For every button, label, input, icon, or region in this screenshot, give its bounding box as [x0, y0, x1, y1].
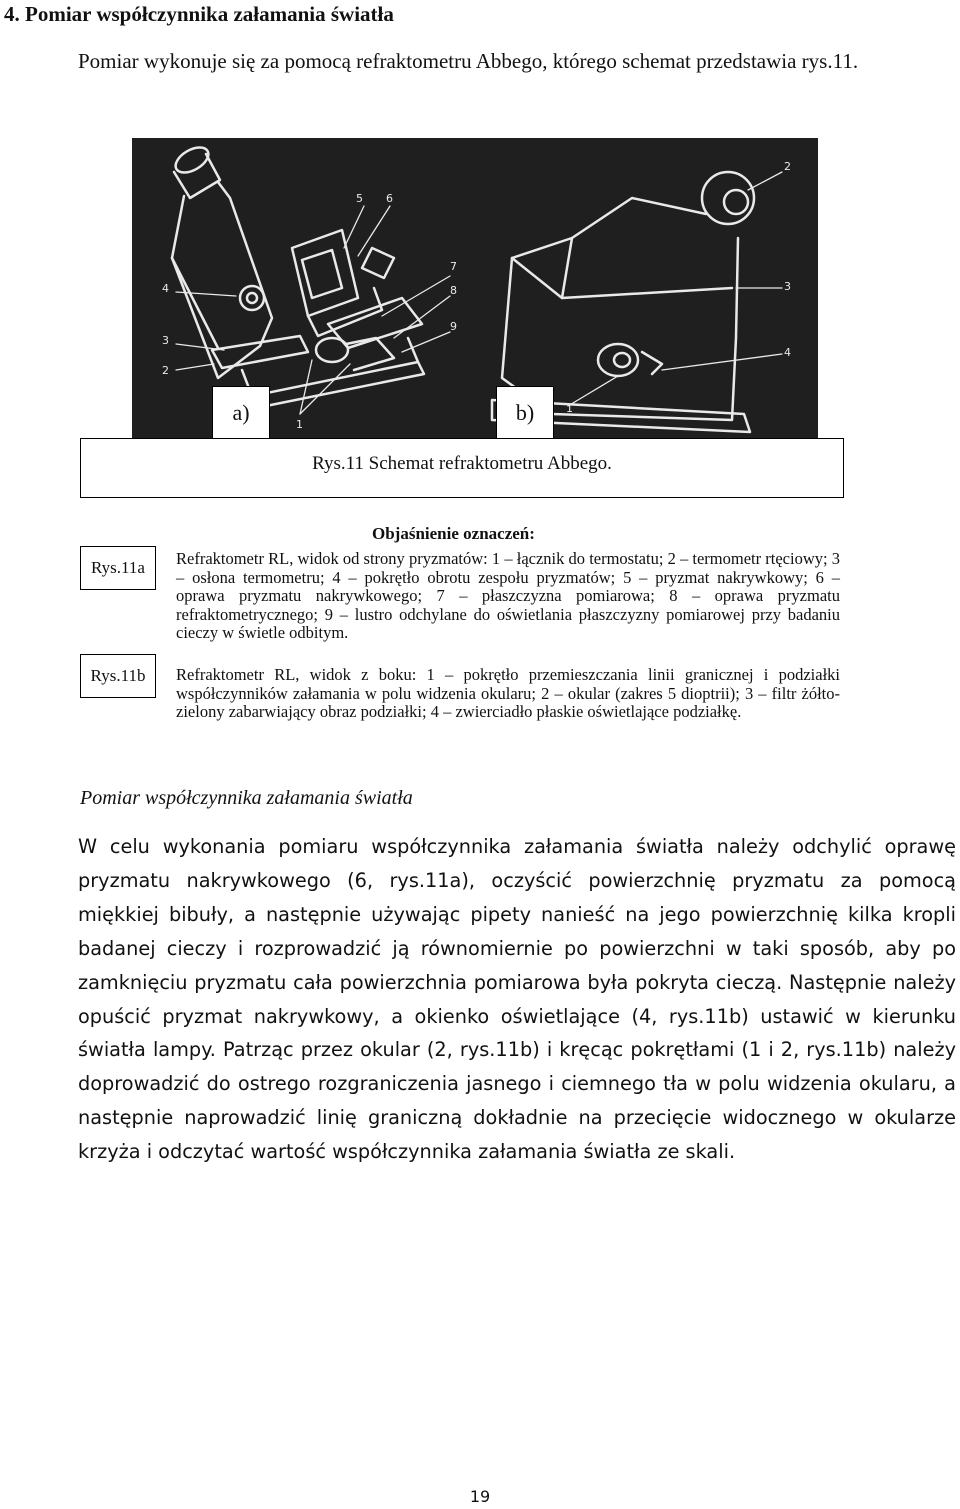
- section-title: Pomiar współczynnika załamania światła: [80, 787, 413, 809]
- legend-label-11a: Rys.11a: [80, 546, 156, 590]
- figure-number: 4: [162, 282, 169, 295]
- figure-number: 8: [450, 284, 457, 297]
- figure-number: 5: [356, 192, 363, 205]
- figure-number: 1: [566, 402, 573, 415]
- figure-number: 2: [162, 364, 169, 377]
- refractometer-a-drawing: [171, 142, 424, 408]
- page-heading: 4. Pomiar współczynnika załamania światła: [4, 2, 394, 26]
- figure-caption-box: [80, 438, 844, 498]
- figure-label-b: b): [496, 386, 554, 440]
- intro-paragraph: [4, 44, 956, 78]
- legend-title: Objaśnienie oznaczeń:: [372, 524, 535, 543]
- body-paragraph: [4, 830, 956, 1169]
- figure-number: 1: [296, 418, 303, 431]
- figure-number: 6: [386, 192, 393, 205]
- intro-text: Pomiar wykonuje się za pomocą refraktometru Abbego, którego schemat przedstawia rys.11.: [78, 49, 859, 73]
- figure-label-a: a): [212, 386, 270, 440]
- page-number: 19: [469, 1487, 491, 1506]
- figure-number: 3: [784, 280, 791, 293]
- legend-text-11b: Refraktometr RL, widok z boku: 1 – pokrętło przemieszczania linii granicznej i podziałki współczynników załamania w polu widzenia okularu; 2 – okular (zakres 5 dioptrii); 3 – filtr żółto-zielony zabarwiający obraz podziałki; 4 – zwierciadło płaskie oświetlające podziałkę.: [176, 665, 840, 722]
- figure-number: 3: [162, 334, 169, 347]
- figure-number: 9: [450, 320, 457, 333]
- figure-number: 4: [784, 346, 791, 359]
- legend-label-11b: Rys.11b: [80, 654, 156, 698]
- figure-number: 2: [784, 160, 791, 173]
- figure-number: 7: [450, 260, 457, 273]
- figure-caption: Rys.11 Schemat refraktometru Abbego.: [312, 453, 612, 474]
- legend-text-11a: Refraktometr RL, widok od strony pryzmatów: 1 – łącznik do termostatu; 2 – termometr rtęciowy; 3 – osłona termometru; 4 – pokrętło obrotu zespołu pryzmatów; 5 – pryzmat nakrywkowy; 6 – oprawa pryzmatu nakrywkowego; 7 – płaszczyzna pomiarowa; 8 – oprawa pryzmatu refraktometrycznego; 9 – lustro odchylane do oświetlania płaszczyzny pomiarowej przy badaniu cieczy w świetle odbitym.: [176, 549, 840, 643]
- body-text: W celu wykonania pomiaru współczynnika załamania światła należy odchylić oprawę pryzmatu nakrywkowego (6, rys.11a), oczyścić powierzchnię pryzmatu za pomocą miękkiej bibuły, a następnie używając pipety nanieść na jego powierzchnię kilka kropli badanej cieczy i rozprowadzić ją równomiernie po powierzchni w taki sposób, aby po zamknięciu pryzmatu cała powierzchnia pomiarowa była pokryta cieczą. Następnie należy opuścić pryzmat nakrywkowy, a okienko oświetlające (4, rys.11b) ustawić w kierunku światła lampy. Patrząc przez okular (2, rys.11b) i kręcąc pokrętłami (1 i 2, rys.11b) należy doprowadzić do ostrego rozgraniczenia jasnego i ciemnego tła w polu widzenia okularu, a następnie naprowadzić linię graniczną dokładnie na przecięcie widocznego w okularze krzyża i odczytać wartość współczynnika załamania światła ze skali.: [78, 835, 956, 1164]
